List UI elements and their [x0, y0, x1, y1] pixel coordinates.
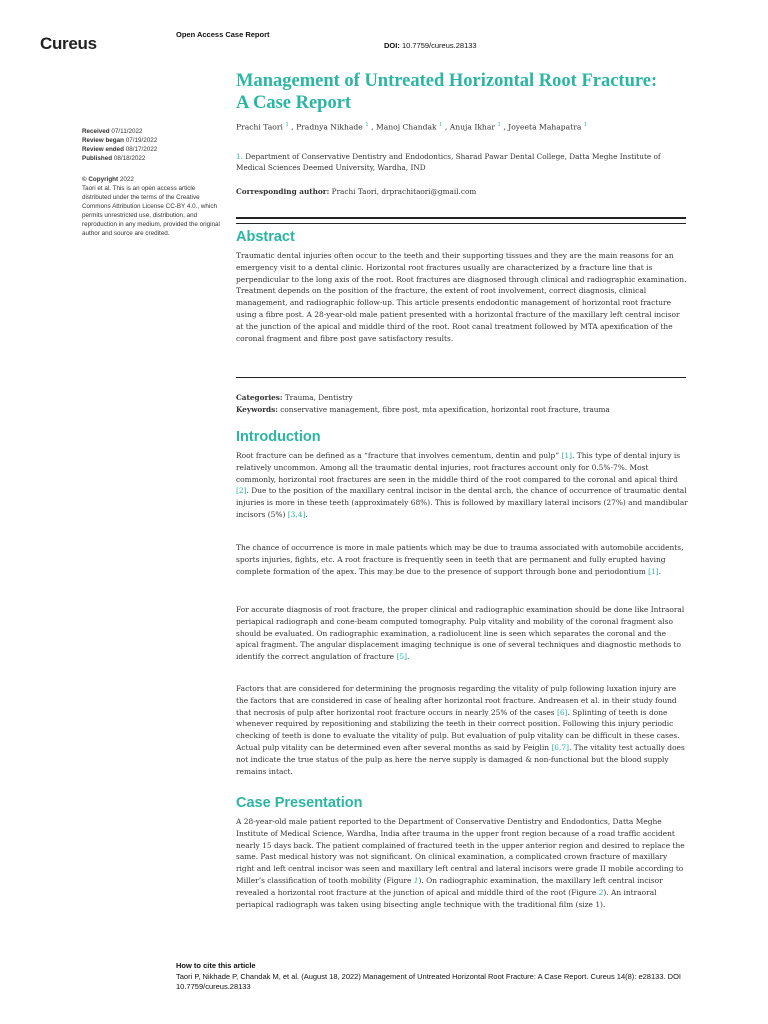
categories-block	[236, 392, 686, 415]
article-title: Management of Untreated Horizontal Root Fracture: A Case Report	[236, 71, 658, 113]
author-name[interactable]: Anuja Ikhar	[449, 122, 495, 132]
copyright-line	[82, 175, 222, 184]
published-date	[82, 154, 222, 163]
keywords-label: Keywords:	[236, 404, 278, 414]
doi-label: DOI:	[384, 41, 400, 50]
author-affiliation-mark: 1	[439, 122, 443, 128]
published-label: Published	[82, 155, 113, 162]
section-divider	[236, 377, 686, 378]
received-date	[82, 127, 222, 136]
doi-link[interactable]: 10.7759/cureus.28133	[401, 41, 477, 50]
figure-link[interactable]: 2	[598, 887, 604, 897]
received-value: 07/11/2022	[111, 128, 143, 135]
author-name[interactable]: Joyeeta Mahapatra	[508, 122, 582, 132]
intro-paragraph-1	[236, 450, 688, 521]
doi-line	[384, 41, 477, 50]
text-run: A 28-year-old male patient reported to the Department of Conservative Dentistry and Endodontics, Datta Meghe Institute of Medical Science, Wardha, India after trauma in the upper front region because of a road traffic accident nearly 15 days back. The patient complained of fractured teeth in the upper anterior region and desired to replace the same. Past medical history was not significant. On clinical examination, a complicated crown fracture of maxillary right and left central incisor was seen and maxillary left central and lateral incisors were grade II mobile according to Miller’s classification of tooth mobility (Figure	[236, 817, 685, 885]
intro-paragraph-3	[236, 604, 688, 663]
citation-heading: How to cite this article	[176, 961, 256, 970]
affiliation	[236, 151, 676, 173]
author-list: Prachi Taori $^1$ , Pradnya Nikhade $^1$ , Manoj Chandak $^1$ , Anuja Ikhar $^1$ , Joyeeta Mahapatra $^1$	[236, 122, 588, 132]
author-affiliation-mark: 1	[285, 122, 289, 128]
review-ended-value: 08/17/2022	[125, 146, 158, 153]
figure-link[interactable]: 1	[413, 875, 419, 885]
text-run: .	[658, 566, 662, 576]
review-ended-date	[82, 145, 222, 154]
copyright-year: 2022	[119, 176, 134, 183]
author-affiliation-mark: 1	[365, 122, 369, 128]
review-began-date	[82, 136, 222, 145]
text-run: . The vitality test actually does not indicate the true status of the pulp as here the nerve supply is damaged & non-functional but the blood supply remains intact.	[236, 742, 685, 776]
corresponding-label: Corresponding author:	[236, 187, 330, 196]
text-run: The chance of occurrence is more in male patients which may be due to trauma associated with automobile accidents, sports injuries, fights, etc. A root fracture is frequently seen in teeth that are permanent and fully erupted having complete formation of the apex. This may be due to the presence of support through bone and periodontium	[236, 543, 684, 576]
text-run: .	[305, 509, 308, 519]
publication-dates	[82, 127, 222, 163]
abstract-text: Traumatic dental injuries often occur to the teeth and their supporting tissues and they are the main reasons for an emergency visit to a dental clinic. Horizontal root fractures usually are characterized by a fracture line that is perpendicular to the long axis of the root. Root fractures are diagnosed through clinical and radiographic examination. Treatment depends on the position of the fracture, the extent of root involvement, correct diagnosis, clinical management, and radiographic follow-up. This article presents endodontic management of horizontal root fracture using a fibre post. A 28-year-old male patient presented with a horizontal fracture of the maxillary left central incisor at the junction of the apical and middle third of the root. Root canal treatment followed by MTA apexification of the coronal fragment and fibre post gave satisfactory results.	[236, 251, 687, 343]
reference-link[interactable]: [6]	[556, 707, 568, 717]
text-run: . This type of dental injury is relatively uncommon. Among all the traumatic dental injuries, root fractures account only for 0.5%-7%. Most commonly, horizontal root fractures are seen in the middle third of the root compared to the coronal and apical third	[236, 451, 681, 484]
affiliation-text: Department of Conservative Dentistry and Endodontics, Sharad Pawar Dental College, Datta Meghe Institute of Medical Sciences Deemed University, Wardha, IND	[236, 152, 661, 172]
text-run: . Splinting of teeth is done whenever required by repositioning and stabilizing the teeth in their correct position. Following this injury periodic checking of teeth is done to evaluate the vitality of pulp. But evaluation of pulp vitality can be difficult in these cases. Actual pulp vitality can be determined even after several months as said by Feiglin	[236, 707, 680, 752]
received-label: Received	[82, 128, 110, 135]
reference-link[interactable]: [1]	[648, 566, 659, 576]
abstract-heading: Abstract	[236, 229, 295, 245]
reference-link[interactable]: [1]	[561, 451, 573, 460]
text-run: . Due to the position of the maxillary central incisor in the dental arch, the chance of occurrence of traumatic dental injuries is more in these teeth (approximately 68%). This is followed by maxillary lateral incisors (27%) and mandibular incisors (5%)	[236, 486, 688, 519]
corresponding-author	[236, 187, 476, 196]
case-presentation-heading: Case Presentation	[236, 795, 363, 811]
affiliation-number: 1.	[236, 152, 243, 161]
copyright-label: © Copyright	[82, 176, 119, 183]
text-run: ). On radiographic examination, the maxillary left central incisor revealed a horizontal root fracture at the junction of apical and middle third of the root (Figure	[236, 875, 663, 897]
case-paragraph	[236, 816, 688, 910]
corresponding-contact[interactable]: Prachi Taori, drprachitaori@gmail.com	[331, 187, 477, 196]
citation-text: Taori P, Nikhade P, Chandak M, et al. (August 18, 2022) Management of Untreated Horizontal Root Fracture: A Case Report. Cureus 14(8): e28133. DOI 10.7759/cureus.28133	[176, 972, 681, 991]
text-run: ). An intraoral periapical radiograph was taken using bisecting angle technique with the traditional film (size 1).	[236, 887, 657, 909]
article-type: Open Access Case Report	[176, 30, 270, 39]
text-run: Root fracture can be defined as a “fracture that involves cementum, dentin and pulp”	[236, 451, 562, 460]
author-affiliation-mark: 1	[583, 122, 588, 128]
copyright-block	[82, 175, 222, 238]
categories-label: Categories:	[236, 393, 283, 402]
keywords-line	[236, 404, 686, 416]
author-affiliation-mark: 1	[497, 122, 501, 128]
published-value: 08/18/2022	[113, 155, 146, 162]
license-text: Taori et al. This is an open access article distributed under the terms of the Creative Commons Attribution License CC-BY 4.0., which permits unrestricted use, distribution, and reproduction in any medium, provided the original author and source are credited.	[82, 185, 220, 237]
reference-link[interactable]: [6,7]	[551, 742, 570, 752]
review-began-label: Review began	[82, 137, 124, 144]
reference-link[interactable]: [2]	[236, 486, 247, 496]
intro-paragraph-4	[236, 683, 688, 777]
author-name[interactable]: Prachi Taori	[236, 122, 283, 132]
section-divider	[236, 217, 686, 224]
keywords-value: conservative management, fibre post, mta apexification, horizontal root fracture, trauma	[280, 404, 610, 414]
text-run: .	[406, 652, 410, 662]
categories-value: Trauma, Dentistry	[284, 393, 353, 402]
cureus-logo: Cureus	[40, 34, 97, 53]
introduction-heading: Introduction	[236, 429, 321, 445]
author-name[interactable]: Manoj Chandak	[375, 122, 437, 132]
text-run: Factors that are considered for determining the prognosis regarding the vitality of pulp following luxation injury are the factors that are considered in case of healing after horizontal root fracture. Andreasen et al. in their study found that necrosis of pulp after horizontal root fracture occurs in nearly 25% of the cases	[236, 684, 677, 717]
categories-line	[236, 392, 686, 404]
review-began-value: 07/19/2022	[125, 137, 158, 144]
reference-link[interactable]: [5]	[396, 652, 407, 662]
review-ended-label: Review ended	[82, 146, 124, 153]
intro-paragraph-2	[236, 542, 688, 577]
author-name[interactable]: Pradnya Nikhade	[296, 122, 363, 132]
reference-link[interactable]: [3,4]	[287, 509, 306, 519]
text-run: For accurate diagnosis of root fracture, the proper clinical and radiographic examination should be done like Intraoral periapical radiograph and cone-beam computed tomography. Pulp vitality and mobility of the coronal fragment also should be evaluated. On radiographic examination, a radiolucent line is seen which separates the coronal and the apical fragment. The angular displacement imaging technique is one of several techniques and diagnostic methods to identify the correct angulation of fracture	[236, 605, 685, 662]
